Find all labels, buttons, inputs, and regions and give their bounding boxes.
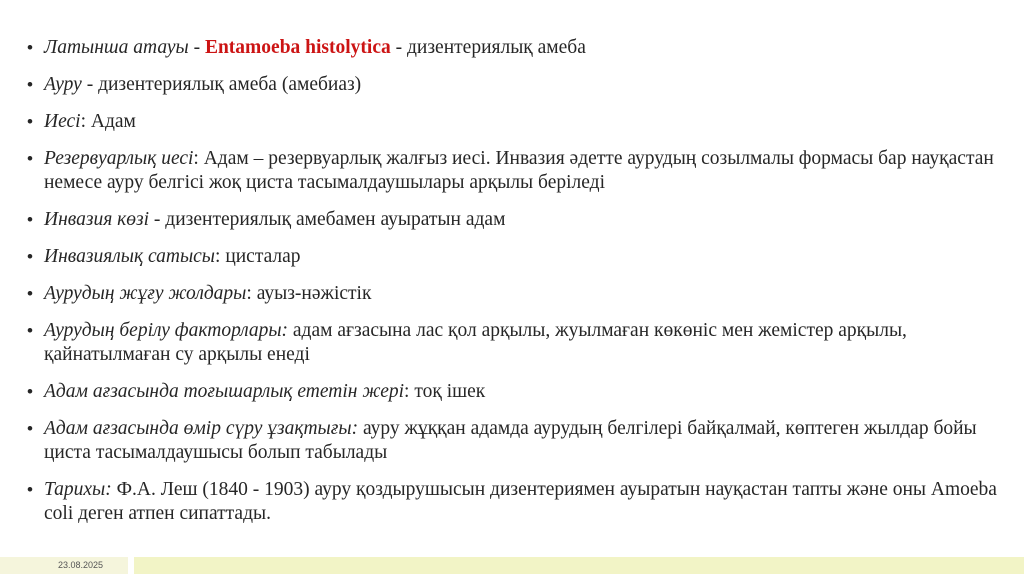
bullet-term: Ауру [44, 74, 82, 95]
bullet-transmission-routes [27, 282, 1012, 306]
bullet-list [27, 36, 1012, 539]
bullet-text: - дизентериялық амеба [390, 37, 586, 58]
bullet-text: цисталар [225, 246, 301, 267]
bullet-text: дизентериялық амеба (амебиаз) [98, 74, 362, 95]
bullet-separator: - [149, 209, 166, 230]
bullet-text: дизентериялық амебамен ауыратын адам [165, 209, 506, 230]
bullet-term: Адам ағзасында тоғышарлық ететін жері [44, 381, 405, 402]
bullet-term: Латынша атауы [44, 37, 189, 58]
bullet-invasive-stage [27, 245, 1012, 269]
bullet-term: Инвазиялық сатысы [44, 246, 216, 267]
bullet-text: тоқ ішек [414, 381, 486, 402]
bullet-term: Инвазия көзі [44, 209, 150, 230]
bullet-host [27, 110, 1012, 134]
bullet-separator: : [215, 246, 226, 267]
bullet-term: Аурудың берілу факторлары: [44, 320, 289, 341]
bullet-text: ауыз-нәжістік [256, 283, 372, 304]
bullet-term: Резервуарлық иесі [44, 148, 194, 169]
bullet-term: Аурудың жұғу жолдары [44, 283, 247, 304]
bullet-separator: : [404, 381, 415, 402]
bullet-history [27, 478, 1012, 526]
bullet-text: Адам [90, 111, 136, 132]
bullet-latin-name [27, 36, 1012, 60]
bullet-lifespan [27, 417, 1012, 465]
bullet-text: Адам – резервуарлық жалғыз иесі. Инвазия әдетте аурудың созылмалы формасы бар науқастан немесе ауру белгісі жоқ циста тасымалдаушылары арқылы беріледі [44, 148, 994, 193]
bullet-term: Иесі [44, 111, 81, 132]
bullet-separator: - [188, 37, 205, 58]
bullet-transmission-factors [27, 319, 1012, 367]
bullet-separator: - [81, 74, 99, 95]
bullet-invasion-source [27, 208, 1012, 232]
bullet-term: Тарихы: [44, 479, 112, 500]
footer-right-bar [134, 557, 1024, 574]
bullet-disease [27, 73, 1012, 97]
bullet-reservoir-host [27, 147, 1012, 195]
bullet-text: Ф.А. Леш (1840 - 1903) ауру қоздырушысын дизентериямен ауыратын науқастан тапты және оны Amoeba coli деген атпен сипаттады. [44, 479, 997, 524]
bullet-separator: : [246, 283, 257, 304]
latin-species-name: Entamoeba histolytica [204, 37, 391, 58]
bullet-separator: : [80, 111, 91, 132]
footer-date: 23.08.2025 [58, 560, 104, 570]
bullet-text: адам ағзасына лас қол арқылы, жуылмаған көкөніс мен жемістер арқылы, қайнатылмаған су арқылы енеді [44, 320, 907, 365]
bullet-text: ауру жұққан адамда аурудың белгілері байқалмай, көптеген жылдар бойы циста тасымалдаушысы болып табылады [44, 418, 977, 463]
bullet-parasitism-site [27, 380, 1012, 404]
bullet-separator: : [193, 148, 204, 169]
bullet-term: Адам ағзасында өмір сүру ұзақтығы: [44, 418, 359, 439]
